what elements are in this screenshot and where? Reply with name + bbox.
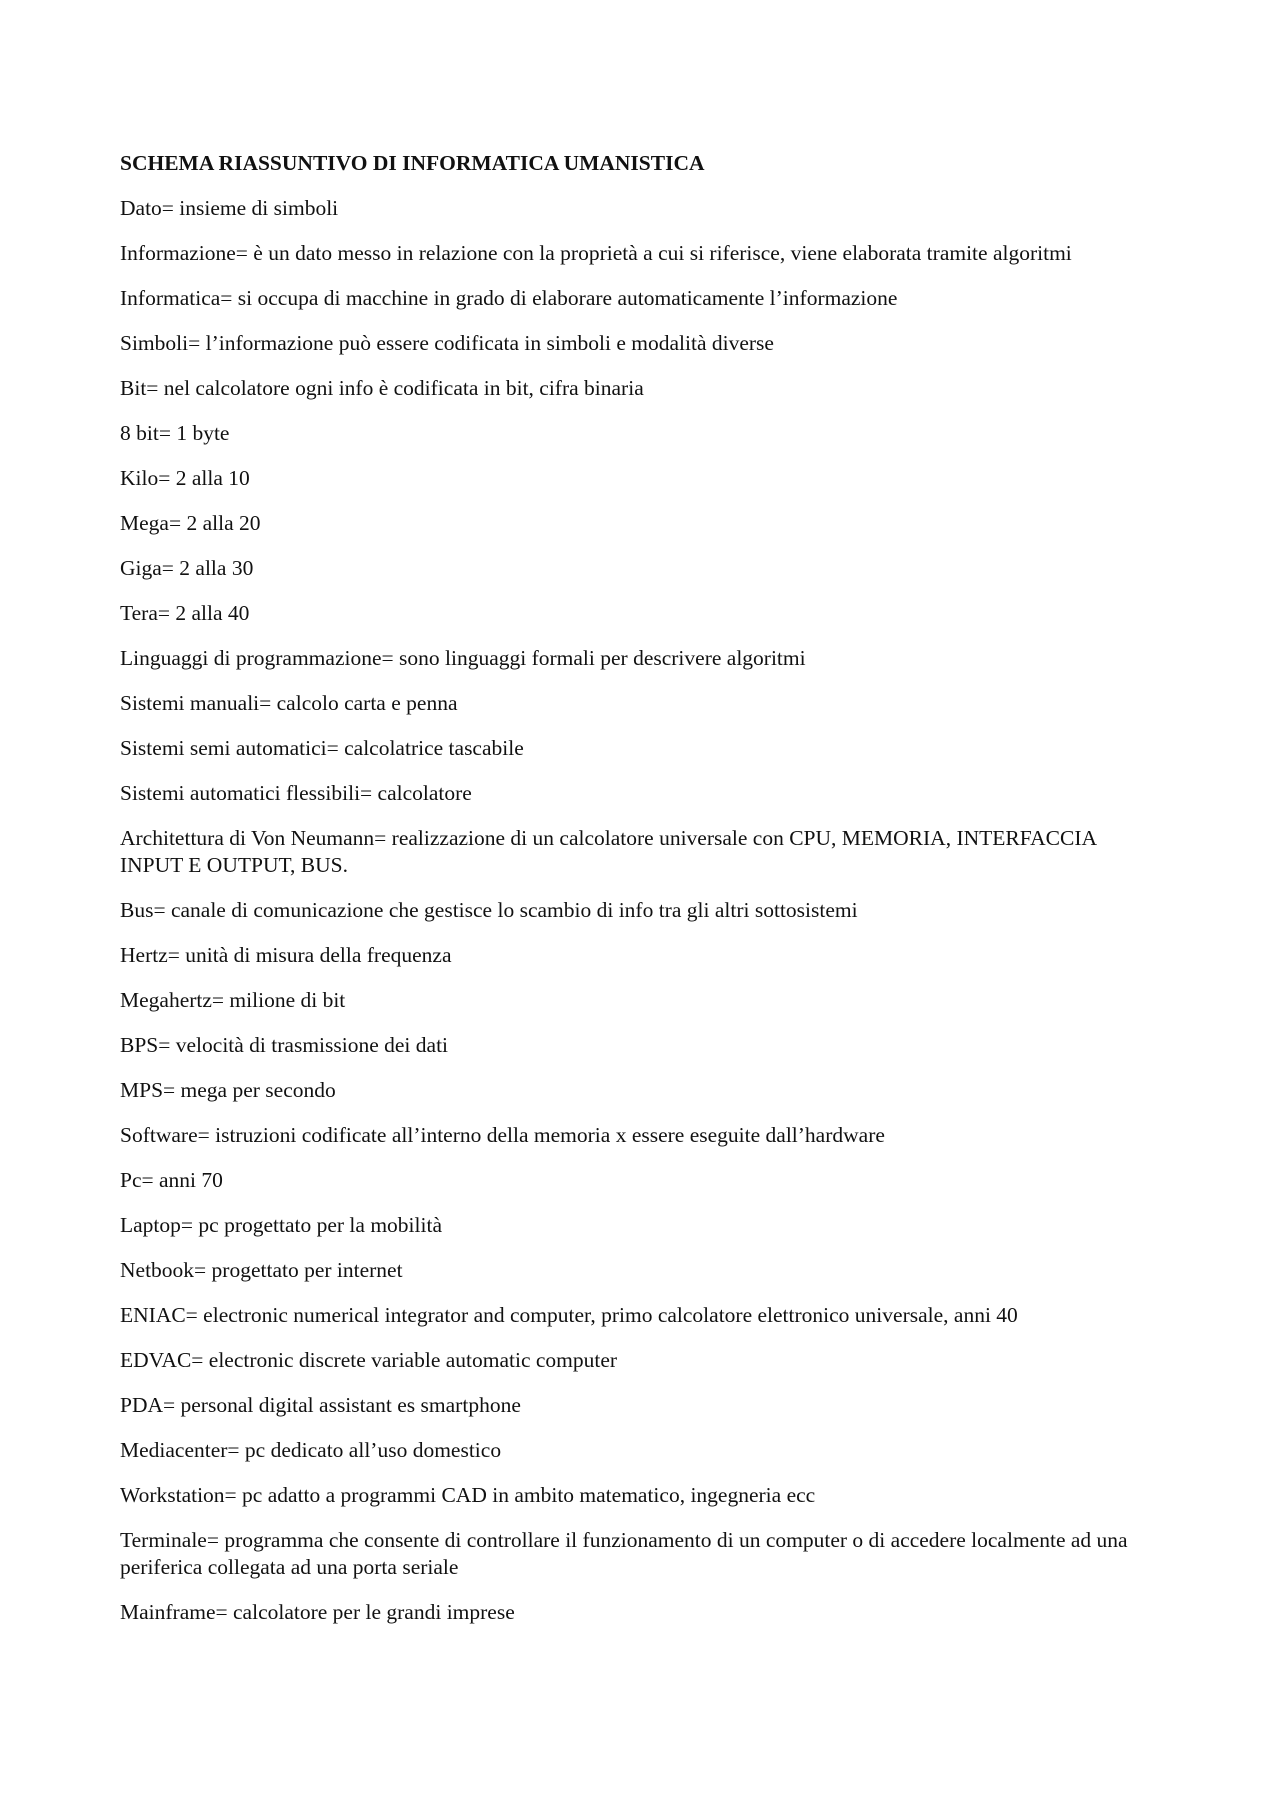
entry-list — [120, 195, 1140, 1626]
document-body — [120, 150, 1140, 1644]
entry: Informatica= si occupa di macchine in grado di elaborare automaticamente l’informazione — [120, 286, 898, 310]
entry: Bus= canale di comunicazione che gestisce lo scambio di info tra gli altri sottosistemi — [120, 898, 858, 922]
entry: Sistemi semi automatici= calcolatrice tascabile — [120, 736, 524, 760]
document-title: SCHEMA RIASSUNTIVO DI INFORMATICA UMANISTICA — [120, 151, 705, 175]
entry: Architettura di Von Neumann= realizzazione di un calcolatore universale con CPU, MEMORIA, INTERFACCIA INPUT E OUTPUT, BUS. — [120, 826, 1096, 877]
entry: Software= istruzioni codificate all’interno della memoria x essere eseguite dall’hardware — [120, 1123, 885, 1147]
entry: Simboli= l’informazione può essere codificata in simboli e modalità diverse — [120, 331, 774, 355]
entry: ENIAC= electronic numerical integrator and computer, primo calcolatore elettronico universale, anni 40 — [120, 1303, 1018, 1327]
entry: 8 bit= 1 byte — [120, 421, 230, 445]
entry: Informazione= è un dato messo in relazione con la proprietà a cui si riferisce, viene elaborata tramite algoritmi — [120, 241, 1072, 265]
entry: MPS= mega per secondo — [120, 1078, 336, 1102]
entry: Tera= 2 alla 40 — [120, 601, 250, 625]
entry: Pc= anni 70 — [120, 1168, 223, 1192]
entry: Mega= 2 alla 20 — [120, 511, 261, 535]
entry: Linguaggi di programmazione= sono linguaggi formali per descrivere algoritmi — [120, 646, 806, 670]
entry: BPS= velocità di trasmissione dei dati — [120, 1033, 449, 1057]
entry: Sistemi manuali= calcolo carta e penna — [120, 691, 458, 715]
entry: Mainframe= calcolatore per le grandi imprese — [120, 1600, 515, 1624]
entry: Laptop= pc progettato per la mobilità — [120, 1213, 442, 1237]
entry: Bit= nel calcolatore ogni info è codificata in bit, cifra binaria — [120, 376, 644, 400]
entry: EDVAC= electronic discrete variable automatic computer — [120, 1348, 618, 1372]
entry: PDA= personal digital assistant es smartphone — [120, 1393, 521, 1417]
entry: Mediacenter= pc dedicato all’uso domestico — [120, 1438, 502, 1462]
entry: Megahertz= milione di bit — [120, 988, 346, 1012]
entry: Workstation= pc adatto a programmi CAD in ambito matematico, ingegneria ecc — [120, 1483, 816, 1507]
entry: Netbook= progettato per internet — [120, 1258, 403, 1282]
entry: Hertz= unità di misura della frequenza — [120, 943, 452, 967]
entry: Dato= insieme di simboli — [120, 196, 339, 220]
entry: Giga= 2 alla 30 — [120, 556, 254, 580]
entry: Kilo= 2 alla 10 — [120, 466, 250, 490]
entry: Sistemi automatici flessibili= calcolatore — [120, 781, 472, 805]
entry: Terminale= programma che consente di controllare il funzionamento di un computer o di accedere localmente ad una periferica collegata ad una porta seriale — [120, 1528, 1128, 1579]
